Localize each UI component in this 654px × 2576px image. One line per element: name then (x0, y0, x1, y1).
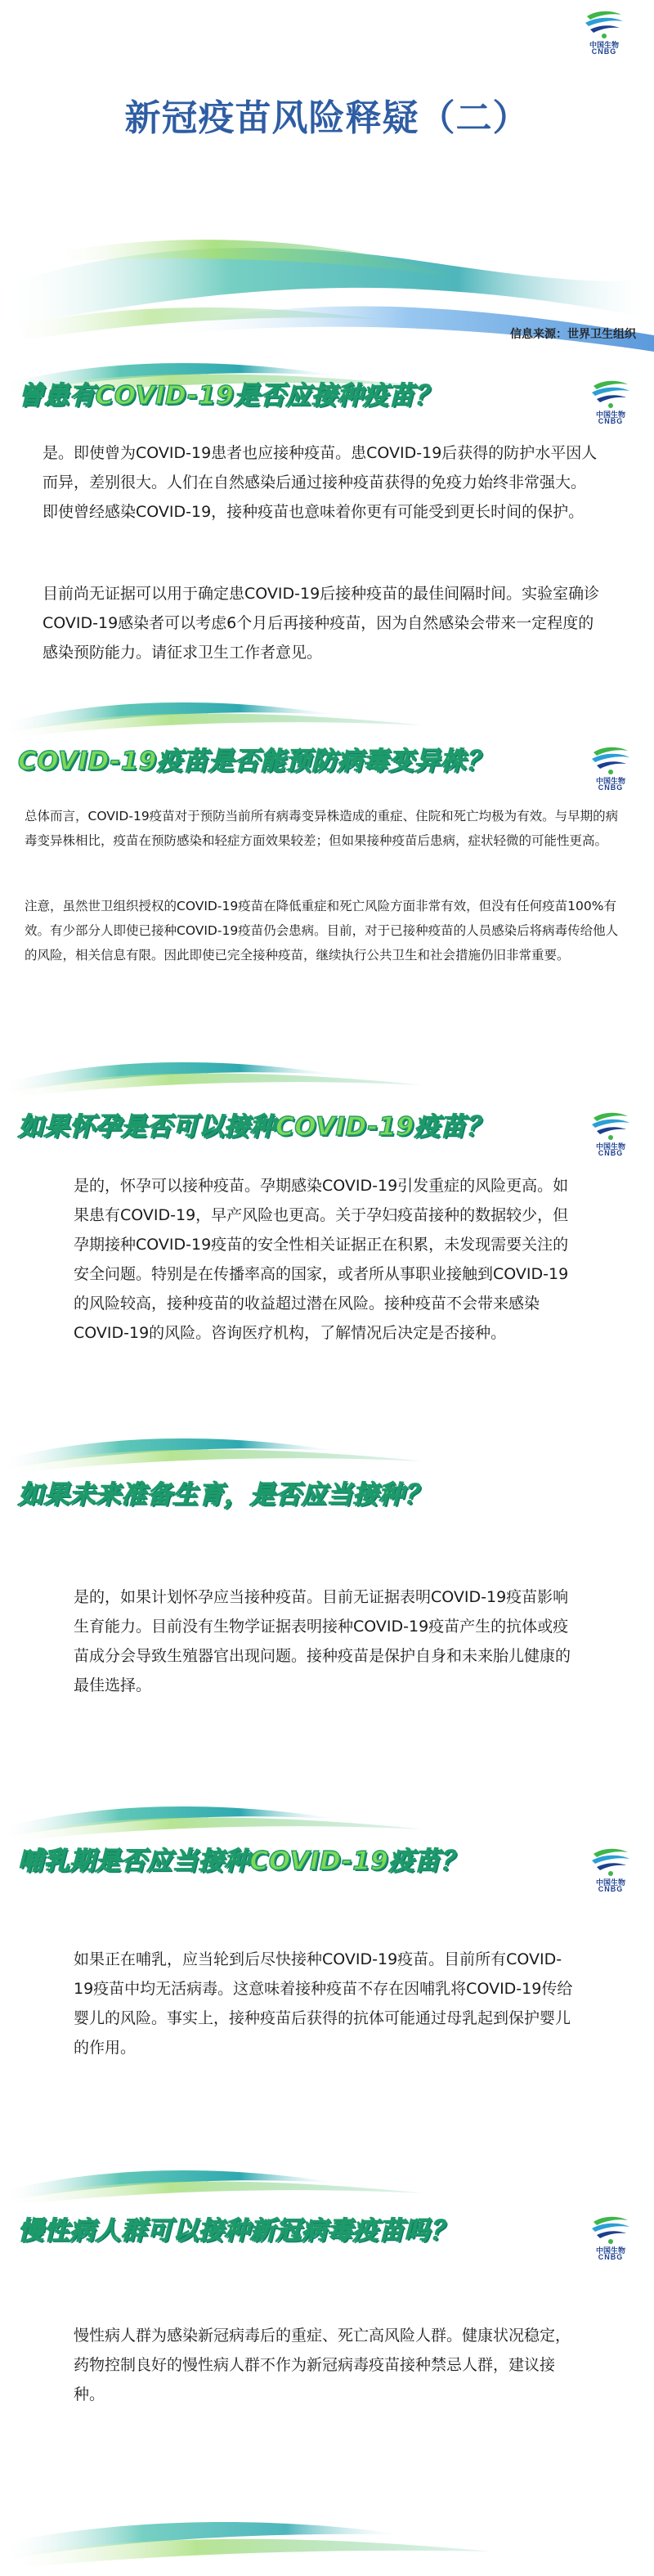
section-heading: COVID-19疫苗是否能预防病毒变异株？ (18, 747, 492, 776)
section-paragraph: 是。即使曾为COVID-19患者也应接种疫苗。患COVID-19后获得的防护水平因人而异，差别很大。人们在自然感染后通过接种疫苗获得的免疫力始终非常强大。即使曾经感染COVID-19，接种疫苗也意味着你更有可能受到更长时间的保护。 (43, 444, 598, 521)
logo-name-en: CNBG (591, 47, 617, 56)
cnbg-logo-icon (585, 744, 636, 792)
section-paragraph: 目前尚无证据可以用于确定患COVID-19后接种疫苗的最佳间隔时间。实验室确诊COVID-19感染者可以考虑6个月后再接种疫苗，因为自然感染会带来一定程度的感染预防能力。请征求卫生工作者意见。 (43, 585, 600, 662)
logo-name-en: CNBG (598, 1149, 624, 1157)
cnbg-logo-icon (585, 378, 636, 425)
source-label: 信息来源：世界卫生组织 (510, 328, 636, 341)
section-heading: 慢性病人群可以接种新冠病毒疫苗吗？ (18, 2216, 456, 2246)
section-wave-decoration (0, 1795, 654, 1844)
section-paragraph: 是的，如果计划怀孕应当接种疫苗。目前无证据表明COVID-19疫苗影响生育能力。目前没有生物学证据表明接种COVID-19疫苗产生的抗体或疫苗成分会导致生殖器官出现问题。接种疫苗是保护自身和未来胎儿健康的最佳选择。 (74, 1588, 571, 1694)
cnbg-logo-icon (585, 1110, 636, 1157)
logo-name-cn: 中国生物 (595, 2246, 625, 2255)
logo-name-en: CNBG (598, 1885, 624, 1893)
logo-name-cn: 中国生物 (595, 411, 625, 419)
section-paragraph: 慢性病人群为感染新冠病毒后的重症、死亡高风险人群。健康状况稳定，药物控制良好的慢性病人群不作为新冠病毒疫苗接种禁忌人群，建议接种。 (74, 2327, 571, 2403)
section-wave-decoration (0, 1051, 654, 1100)
section-wave-decoration (0, 1427, 654, 1476)
section-paragraph: 是的，怀孕可以接种疫苗。孕期感染COVID-19引发重症的风险更高。如果患有COVID-19，早产风险也更高。关于孕妇疫苗接种的数据较少，但孕期接种COVID-19疫苗的安全性相关证据正在积累，未发现需要关注的安全问题。特别是在传播率高的国家，或者所从事职业接触到COVID-19的风险较高，接种疫苗的收益超过潜在风险。接种疫苗不会带来感染COVID-19的风险。咨询医疗机构，了解情况后决定是否接种。 (74, 1177, 569, 1342)
section-heading: 哺乳期是否应当接种COVID-19疫苗？ (18, 1847, 466, 1876)
section-paragraph: 如果正在哺乳，应当轮到后尽快接种COVID-19疫苗。目前所有COVID-19疫苗中均无活病毒。这意味着接种疫苗不存在因哺乳将COVID-19传给婴儿的风险。事实上，接种疫苗后获得的抗体可能通过母乳起到保护婴儿的作用。 (74, 1950, 573, 2057)
logo-name-cn: 中国生物 (595, 1142, 625, 1151)
cnbg-logo-icon (579, 8, 629, 56)
section-wave-decoration (0, 2159, 654, 2208)
section-paragraph: 总体而言，COVID-19疫苗对于预防当前所有病毒变异株造成的重症、住院和死亡均极为有效。与早期的病毒变异株相比，疫苗在预防感染和轻症方面效果较差；但如果接种疫苗后患病，症状轻微的可能性更高。 (25, 809, 619, 848)
logo-name-cn: 中国生物 (589, 41, 619, 49)
cnbg-logo-icon (585, 1846, 636, 1893)
section-heading: 如果怀孕是否可以接种COVID-19疫苗？ (18, 1112, 492, 1142)
logo-name-cn: 中国生物 (595, 1878, 625, 1887)
footer-wave-decoration (0, 2511, 654, 2576)
logo-name-cn: 中国生物 (595, 777, 625, 785)
logo-name-en: CNBG (598, 783, 624, 792)
page-title: 新冠疫苗风险释疑（二） (124, 97, 530, 139)
logo-name-en: CNBG (598, 2253, 624, 2261)
section-wave-decoration (0, 691, 654, 740)
cnbg-logo-icon (585, 2214, 636, 2261)
section-paragraph: 注意，虽然世卫组织授权的COVID-19疫苗在降低重症和死亡风险方面非常有效，但没有任何疫苗100%有效。有少部分人即使已接种COVID-19疫苗仍会患病。目前，对于已接种疫苗的人员感染后将病毒传给他人的风险，相关信息有限。因此即使已完全接种疫苗，继续执行公共卫生和社会措施仍旧非常重要。 (25, 899, 619, 963)
logo-name-en: CNBG (598, 417, 624, 425)
section-heading: 曾患有COVID-19是否应接种疫苗？ (18, 381, 441, 411)
section-heading: 如果未来准备生育，是否应当接种？ (18, 1480, 430, 1510)
